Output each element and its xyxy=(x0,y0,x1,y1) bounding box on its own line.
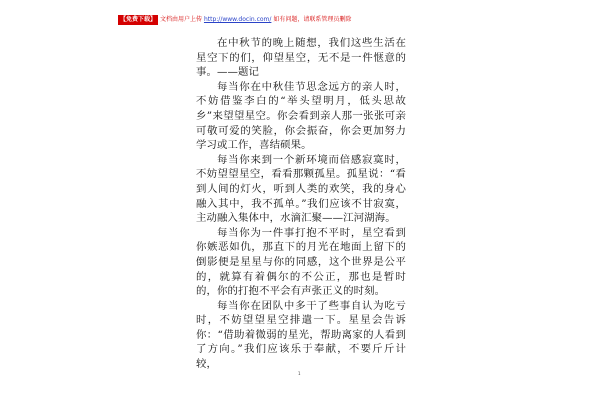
header-intro: 文档由用户上传 xyxy=(160,16,203,23)
document-header xyxy=(118,15,498,25)
paragraph-epigraph: 在中秋节的晚上随想，我们这些生活在星空下的们，仰望星空，无不是一件惬意的事。——题记 xyxy=(196,37,406,79)
paragraph: 每当你在中秋佳节思念远方的亲人时，不妨借鉴李白的“举头望明月，低头思故乡”来望望星空。你会看到亲人那一张张可亲可敬可爱的笑脸，你会振奋，你会更加努力学习或工作，喜结硕果。 xyxy=(196,80,406,152)
page-number: 1 xyxy=(298,371,301,376)
header-url-link[interactable]: http://www.docin.com/ xyxy=(203,16,272,23)
essay-body xyxy=(196,36,406,372)
paragraph: 每当你为一件事打抱不平时，星空看到你嫉恶如仇，那直下的月光在地面上留下的倒影便是星星与你的同感，这个世界是公平的，就算有着偶尔的不公正，那也是暂时的，你的打抱不平会有声张正义的时刻。 xyxy=(196,226,406,298)
header-note: 如有问题，请联系管理员删除 xyxy=(273,16,352,23)
paragraph: 每当你来到一个新环境而倍感寂寞时，不妨望望星空，看看那颗孤星。孤星说：“看到人间的灯火，听到人类的欢笑，我的身心融入其中，我不孤单。”我们应该不甘寂寞，主动融入集体中，水滴汇聚——江河湖海。 xyxy=(196,153,406,225)
paragraph: 每当你在团队中多干了些事自认为吃亏时，不妨望望星空排遣一下。星星会告诉你：“借助着微弱的星光，帮助离家的人看到了方向。”我们应该乐于奉献，不要斤斤计较， xyxy=(196,299,406,371)
download-badge: 【免费下载】 xyxy=(120,16,157,23)
